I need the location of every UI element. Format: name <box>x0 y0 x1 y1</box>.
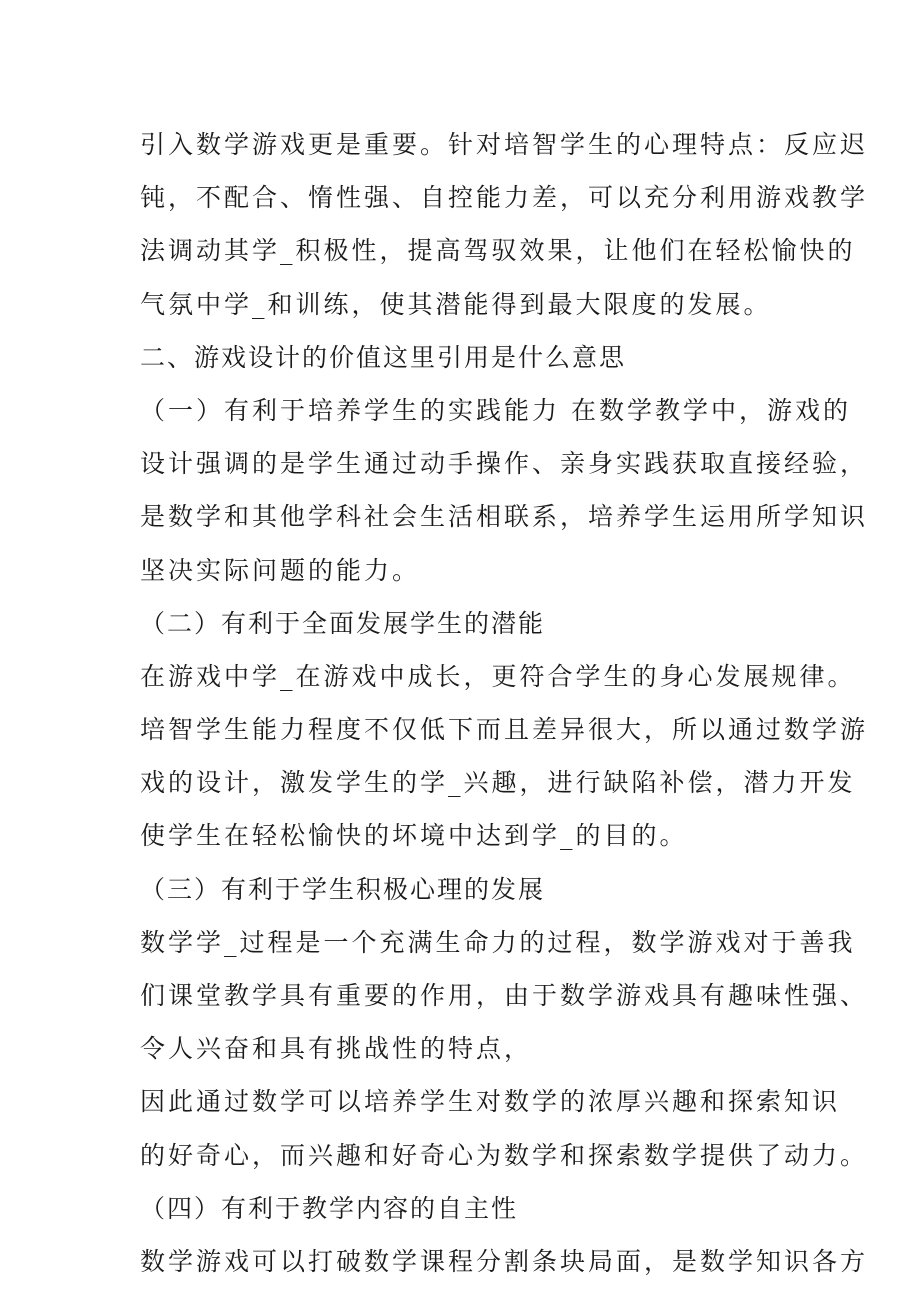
subsection-heading: （三）有利于学生积极心理的发展 <box>140 874 546 904</box>
text-line: 们课堂教学具有重要的作用，由于数学游戏具有趣味性强、 <box>140 981 869 1010</box>
text-line: 数学学_过程是一个充满生命力的过程，数学游戏对于善我 <box>140 927 856 957</box>
text-line: 令人兴奋和具有挑战性的特点， <box>140 1034 533 1064</box>
text-line: 的好奇心，而兴趣和好奇心为数学和探索数学提供了动力。 <box>140 1140 869 1170</box>
subsection-heading: （二）有利于全面发展学生的潜能 <box>140 608 546 638</box>
text-line: 法调动其学_积极性，提高驾驭效果，让他们在轻松愉快的 <box>140 236 856 266</box>
text-line: （一）有利于培养学生的实践能力 在数学教学中，游戏的 <box>140 395 851 425</box>
text-line: 因此通过数学可以培养学生对数学的浓厚兴趣和探索知识 <box>140 1087 841 1117</box>
text-line: 设计强调的是学生通过动手操作、亲身实践获取直接经验， <box>140 449 869 479</box>
text-line: 数学游戏可以打破数学课程分割条块局面，是数学知识各方 <box>140 1246 869 1276</box>
subsection-heading: （四）有利于教学内容的自主性 <box>140 1193 519 1223</box>
text-line: 在游戏中学_在游戏中成长，更符合学生的身心发展规律。 <box>140 661 856 691</box>
text-line: 培智学生能力程度不仅低下而且差异很大，所以通过数学游 <box>140 715 869 745</box>
text-line: 使学生在轻松愉快的坏境中达到学_的目的。 <box>140 821 688 851</box>
text-line: 引入数学游戏更是重要。针对培智学生的心理特点：反应迟 <box>140 130 869 159</box>
body-text <box>140 118 869 1288</box>
section-heading: 二、游戏设计的价值这里引用是什么意思 <box>140 342 627 372</box>
text-line: 是数学和其他学科社会生活相联系，培养学生运用所学知识 <box>140 502 869 532</box>
text-line: 戏的设计，激发学生的学_兴趣，进行缺陷补偿，潜力开发 <box>140 768 856 798</box>
text-line: 钝，不配合、惰性强、自控能力差，可以充分利用游戏教学 <box>140 183 869 213</box>
text-line: 坚决实际问题的能力。 <box>140 555 421 585</box>
text-line: 气氛中学_和训练，使其潜能得到最大限度的发展。 <box>140 289 772 319</box>
